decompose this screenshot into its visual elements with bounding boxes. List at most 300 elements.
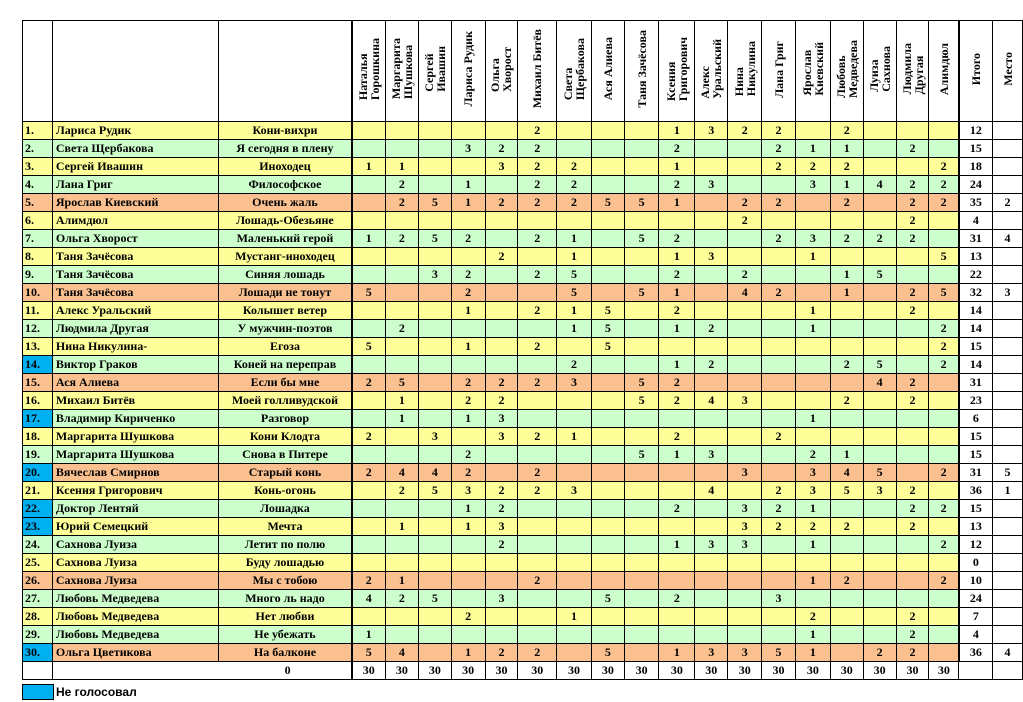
row-number: 6. [23,212,53,230]
poem-title-cell: Лошадка [219,500,352,518]
vote-cell [929,374,959,392]
vote-cell: 2 [518,428,557,446]
vote-cell [695,428,728,446]
vote-cell: 2 [451,608,485,626]
vote-cell: 2 [557,194,592,212]
vote-cell: 2 [830,392,863,410]
row-number: 24. [23,536,53,554]
vote-cell: 3 [728,464,762,482]
vote-cell: 2 [352,464,386,482]
vote-cell [929,212,959,230]
header-title [219,21,352,122]
vote-cell [695,212,728,230]
vote-cell [795,392,830,410]
vote-cell: 3 [451,140,485,158]
table-row [23,644,1023,662]
vote-cell: 4 [863,176,896,194]
vote-cell [591,428,624,446]
place-header-label: Место [1000,52,1015,86]
vote-cell: 2 [896,644,929,662]
vote-cell [830,590,863,608]
row-number: 30. [23,644,53,662]
vote-cell [485,626,518,644]
vote-cell [830,212,863,230]
vote-cell: 3 [728,518,762,536]
vote-cell: 1 [659,194,695,212]
author-cell: Сахнова Луиза [52,554,219,572]
vote-cell: 3 [485,158,518,176]
vote-cell [591,464,624,482]
vote-cell [418,608,451,626]
vote-cell: 2 [385,320,418,338]
vote-cell [518,320,557,338]
vote-cell: 5 [591,320,624,338]
place-cell: 2 [993,194,1023,212]
header-author [52,21,219,122]
place-cell: 4 [993,230,1023,248]
vote-cell [591,446,624,464]
vote-cell: 2 [557,356,592,374]
vote-cell [929,230,959,248]
vote-cell: 1 [830,176,863,194]
vote-cell: 4 [695,392,728,410]
place-cell [993,122,1023,140]
place-cell [993,212,1023,230]
vote-cell: 5 [385,374,418,392]
table-row [23,248,1023,266]
vote-cell [624,482,659,500]
vote-cell [518,536,557,554]
vote-cell: 4 [830,464,863,482]
poem-title-cell: Буду лошадью [219,554,352,572]
vote-cell: 2 [451,230,485,248]
author-cell: Сахнова Луиза [52,572,219,590]
vote-cell: 5 [557,284,592,302]
vote-cell [929,608,959,626]
vote-cell: 1 [659,284,695,302]
vote-cell: 5 [929,248,959,266]
vote-cell: 2 [795,446,830,464]
vote-cell: 2 [728,212,762,230]
vote-cell [728,626,762,644]
totals-row [23,662,1023,680]
voter-header [863,21,896,122]
vote-cell: 3 [795,482,830,500]
vote-cell [352,176,386,194]
author-cell: Сахнова Луиза [52,536,219,554]
vote-cell [451,122,485,140]
vote-cell: 2 [451,464,485,482]
voter-name: Алимдюл [936,42,951,96]
vote-cell [695,338,728,356]
table-row [23,338,1023,356]
votes-given-cell: 30 [830,662,863,680]
vote-cell: 3 [795,176,830,194]
voter-name: Маргарита Шушкова [388,38,415,100]
row-number: 19. [23,446,53,464]
vote-cell: 5 [624,230,659,248]
vote-cell [591,212,624,230]
vote-cell [728,248,762,266]
vote-cell [762,626,796,644]
vote-cell [518,446,557,464]
vote-cell: 3 [485,518,518,536]
vote-cell [624,302,659,320]
vote-cell [728,158,762,176]
vote-cell [795,374,830,392]
total-cell: 22 [959,266,993,284]
total-cell: 7 [959,608,993,626]
vote-cell: 4 [385,644,418,662]
votes-given-cell: 30 [451,662,485,680]
table-row [23,428,1023,446]
voter-header [624,21,659,122]
vote-cell [695,302,728,320]
voter-header [485,21,518,122]
vote-cell [518,392,557,410]
vote-cell [624,608,659,626]
vote-cell: 1 [557,320,592,338]
vote-cell [352,518,386,536]
vote-cell [485,230,518,248]
vote-cell: 3 [695,446,728,464]
row-number: 3. [23,158,53,176]
vote-cell [591,500,624,518]
row-number: 11. [23,302,53,320]
vote-cell [591,266,624,284]
vote-cell: 1 [557,302,592,320]
vote-cell [728,428,762,446]
vote-cell: 3 [695,122,728,140]
vote-cell: 2 [929,572,959,590]
vote-cell [557,140,592,158]
vote-cell: 2 [896,518,929,536]
vote-cell [591,140,624,158]
vote-cell: 1 [795,536,830,554]
vote-cell [863,428,896,446]
vote-cell: 5 [830,482,863,500]
vote-cell [557,500,592,518]
total-cell: 14 [959,302,993,320]
place-cell [993,500,1023,518]
vote-cell [451,590,485,608]
vote-cell: 2 [728,122,762,140]
voter-name: Ольга Хворост [488,46,515,92]
vote-cell [830,644,863,662]
vote-cell: 3 [418,266,451,284]
vote-cell [385,338,418,356]
vote-cell: 2 [659,392,695,410]
table-row [23,176,1023,194]
vote-cell [929,482,959,500]
vote-cell [863,446,896,464]
vote-cell [695,158,728,176]
voter-header [557,21,592,122]
vote-cell: 2 [929,338,959,356]
vote-cell [624,158,659,176]
vote-cell [624,356,659,374]
vote-cell [385,122,418,140]
vote-cell: 2 [518,176,557,194]
votes-given-cell: 30 [896,662,929,680]
vote-cell: 2 [659,590,695,608]
vote-cell: 5 [624,374,659,392]
vote-cell: 2 [762,158,796,176]
place-cell: 4 [993,644,1023,662]
votes-given-cell: 30 [929,662,959,680]
vote-cell [451,554,485,572]
vote-cell [385,536,418,554]
vote-cell [418,338,451,356]
vote-cell: 2 [518,140,557,158]
author-cell: Юрий Семецкий [52,518,219,536]
vote-cell: 2 [695,320,728,338]
place-cell [993,266,1023,284]
vote-cell: 1 [659,644,695,662]
vote-cell: 2 [659,500,695,518]
vote-cell: 1 [659,158,695,176]
row-number: 12. [23,320,53,338]
table-row [23,500,1023,518]
vote-cell [863,536,896,554]
voter-header [728,21,762,122]
vote-cell: 5 [624,194,659,212]
vote-cell: 2 [762,140,796,158]
vote-cell: 2 [557,158,592,176]
vote-cell [624,500,659,518]
author-cell: Лариса Рудик [52,122,219,140]
vote-cell: 2 [518,482,557,500]
poem-title-cell: Лошади не тонут [219,284,352,302]
vote-cell: 5 [863,464,896,482]
total-header [959,21,993,122]
vote-cell [762,320,796,338]
poem-title-cell: На балконе [219,644,352,662]
vote-cell: 2 [451,266,485,284]
vote-cell: 2 [896,374,929,392]
vote-cell [557,572,592,590]
place-cell [993,374,1023,392]
total-cell: 24 [959,176,993,194]
vote-cell [591,608,624,626]
vote-cell [557,212,592,230]
vote-cell: 2 [762,284,796,302]
vote-cell [557,536,592,554]
vote-cell: 5 [591,590,624,608]
vote-cell [624,176,659,194]
vote-cell [896,554,929,572]
vote-cell [863,140,896,158]
vote-cell [352,248,386,266]
vote-cell [896,590,929,608]
vote-cell: 1 [557,248,592,266]
totals-label: 0 [52,662,351,680]
voter-name: Любовь Медведева [833,40,860,98]
vote-cell [762,338,796,356]
vote-cell: 2 [659,176,695,194]
vote-cell [830,608,863,626]
vote-cell [624,644,659,662]
vote-cell [352,302,386,320]
vote-cell [695,572,728,590]
total-cell: 18 [959,158,993,176]
voter-header [518,21,557,122]
vote-cell [929,392,959,410]
votes-given-cell: 30 [659,662,695,680]
total-cell: 15 [959,428,993,446]
vote-cell [624,428,659,446]
vote-cell [352,410,386,428]
place-header [993,21,1023,122]
vote-cell [624,248,659,266]
author-cell: Михаил Битёв [52,392,219,410]
voter-name: Таня Зачёсова [634,30,649,108]
vote-cell: 1 [795,410,830,428]
votes-given-cell: 30 [518,662,557,680]
vote-cell [863,122,896,140]
vote-cell [352,194,386,212]
vote-cell: 1 [659,536,695,554]
vote-cell: 2 [518,572,557,590]
vote-cell: 1 [352,230,386,248]
total-cell: 23 [959,392,993,410]
total-cell: 31 [959,230,993,248]
vote-cell [728,446,762,464]
table-row [23,554,1023,572]
vote-cell [352,482,386,500]
table-row [23,626,1023,644]
voter-header [762,21,796,122]
vote-cell [830,410,863,428]
table-row [23,518,1023,536]
row-number: 25. [23,554,53,572]
vote-cell [896,266,929,284]
vote-cell [451,320,485,338]
voter-header [659,21,695,122]
vote-cell: 2 [929,500,959,518]
vote-cell: 2 [451,374,485,392]
vote-cell: 2 [485,500,518,518]
vote-cell: 2 [385,482,418,500]
vote-cell [385,446,418,464]
vote-cell: 1 [557,230,592,248]
vote-cell [591,122,624,140]
vote-cell: 2 [863,644,896,662]
vote-cell [863,608,896,626]
place-cell [993,302,1023,320]
vote-cell [624,536,659,554]
vote-cell [451,428,485,446]
vote-cell [352,392,386,410]
vote-cell [557,464,592,482]
vote-cell: 2 [896,230,929,248]
vote-cell: 2 [385,590,418,608]
vote-cell [485,356,518,374]
vote-cell: 1 [795,644,830,662]
total-cell: 31 [959,374,993,392]
vote-cell [518,410,557,428]
place-cell: 5 [993,464,1023,482]
vote-cell [624,212,659,230]
vote-cell: 2 [352,428,386,446]
vote-cell [830,248,863,266]
vote-cell: 4 [695,482,728,500]
vote-cell [591,284,624,302]
row-number: 26. [23,572,53,590]
vote-cell: 3 [695,248,728,266]
vote-cell [659,608,695,626]
author-cell: Виктор Граков [52,356,219,374]
total-cell: 4 [959,626,993,644]
place-cell [993,410,1023,428]
voter-header [385,21,418,122]
vote-cell [863,572,896,590]
vote-cell [896,428,929,446]
vote-cell: 5 [591,302,624,320]
poem-title-cell: Иноходец [219,158,352,176]
vote-cell [896,338,929,356]
vote-cell: 5 [863,266,896,284]
vote-cell [695,590,728,608]
vote-cell [557,446,592,464]
poem-title-cell: Не убежать [219,626,352,644]
vote-cell [896,446,929,464]
vote-cell [485,302,518,320]
poem-title-cell: Старый конь [219,464,352,482]
vote-cell [863,518,896,536]
vote-cell: 2 [518,266,557,284]
votes-given-cell: 30 [591,662,624,680]
total-cell: 31 [959,464,993,482]
voter-name: Людмила Другая [899,43,926,95]
vote-cell: 1 [557,428,592,446]
votes-given-cell: 30 [624,662,659,680]
author-cell: Лана Григ [52,176,219,194]
vote-cell [695,518,728,536]
vote-cell [728,590,762,608]
vote-cell: 3 [695,644,728,662]
vote-cell [728,572,762,590]
vote-cell [863,500,896,518]
vote-cell: 3 [485,590,518,608]
vote-cell: 2 [929,176,959,194]
vote-cell [728,176,762,194]
vote-cell [418,518,451,536]
vote-cell: 2 [485,194,518,212]
place-cell: 3 [993,284,1023,302]
voter-name: Нина Никулина [731,41,758,97]
vote-cell [352,212,386,230]
header-row [23,21,1023,122]
vote-cell: 1 [385,158,418,176]
voter-name: Ярослав Киевский [799,42,826,96]
vote-cell [624,140,659,158]
vote-cell: 2 [762,518,796,536]
vote-cell [624,590,659,608]
vote-cell [352,140,386,158]
vote-cell: 2 [485,248,518,266]
vote-cell: 2 [518,338,557,356]
voter-header [591,21,624,122]
vote-cell [728,608,762,626]
row-number: 14. [23,356,53,374]
vote-cell [896,572,929,590]
vote-cell [624,122,659,140]
vote-cell: 3 [451,482,485,500]
author-cell: Ольга Хворост [52,230,219,248]
poem-title-cell: Нет любви [219,608,352,626]
row-number: 21. [23,482,53,500]
